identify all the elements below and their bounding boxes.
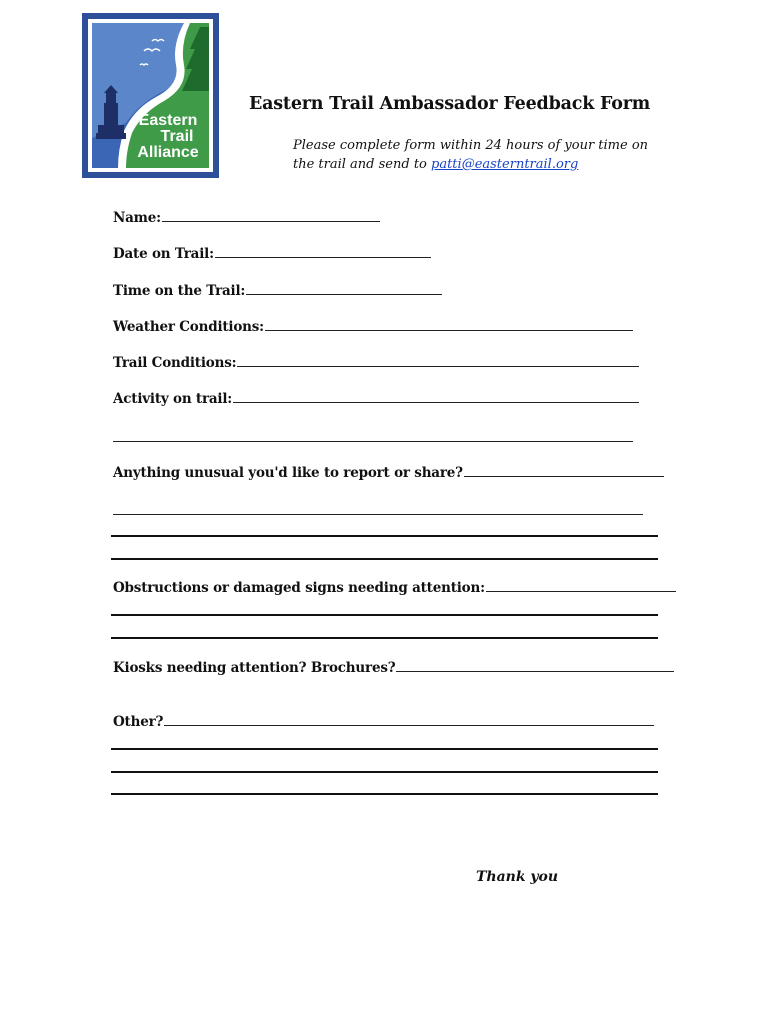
email-link[interactable]: patti@easterntrail.org <box>431 157 579 172</box>
form-instructions <box>293 136 673 174</box>
logo-text-line1: Eastern <box>138 112 198 129</box>
date-label: Date on Trail: <box>113 246 214 262</box>
date-line[interactable] <box>215 256 431 258</box>
instruction-text: Please complete form within 24 hours of your time on the trail and send to <box>293 138 649 172</box>
other-label: Other? <box>113 714 164 730</box>
obstructions-line[interactable] <box>486 590 676 592</box>
time-field[interactable] <box>113 283 442 299</box>
time-line[interactable] <box>246 293 442 295</box>
activity-line[interactable] <box>233 401 639 403</box>
trail-conditions-line[interactable] <box>237 365 639 367</box>
logo-text-line2: Trail <box>160 128 194 145</box>
obstructions-field[interactable] <box>113 580 676 596</box>
unusual-field[interactable] <box>113 465 664 481</box>
trail-conditions-label: Trail Conditions: <box>113 355 237 371</box>
thank-you-note: Thank you <box>476 869 559 885</box>
unusual-line[interactable] <box>464 475 664 477</box>
weather-label: Weather Conditions: <box>113 319 264 335</box>
obstructions-extra-line-2[interactable] <box>111 637 658 639</box>
other-extra-line-2[interactable] <box>111 771 658 773</box>
activity-field[interactable] <box>113 391 639 407</box>
name-label: Name: <box>113 210 161 226</box>
other-extra-line-1[interactable] <box>111 748 658 750</box>
kiosks-field[interactable] <box>113 660 674 676</box>
kiosks-line[interactable] <box>396 670 674 672</box>
name-field[interactable] <box>113 210 380 226</box>
weather-line[interactable] <box>265 329 633 331</box>
weather-field[interactable] <box>113 319 633 335</box>
obstructions-extra-line-1[interactable] <box>111 614 658 616</box>
form-title: Eastern Trail Ambassador Feedback Form <box>249 94 651 114</box>
other-line[interactable] <box>164 724 654 726</box>
other-field[interactable] <box>113 714 654 730</box>
unusual-extra-line-1[interactable] <box>113 514 643 515</box>
unusual-extra-line-2[interactable] <box>111 535 658 537</box>
unusual-label: Anything unusual you'd like to report or share? <box>113 465 463 481</box>
logo-text-line3: Alliance <box>137 144 199 161</box>
obstructions-label: Obstructions or damaged signs needing attention: <box>113 580 485 596</box>
activity-extra-line[interactable] <box>113 441 633 442</box>
unusual-extra-line-3[interactable] <box>111 558 658 560</box>
date-field[interactable] <box>113 246 431 262</box>
other-extra-line-3[interactable] <box>111 793 658 795</box>
eastern-trail-alliance-logo <box>82 13 219 178</box>
trail-conditions-field[interactable] <box>113 355 639 371</box>
name-line[interactable] <box>162 220 380 222</box>
kiosks-label: Kiosks needing attention? Brochures? <box>113 660 396 676</box>
time-label: Time on the Trail: <box>113 283 246 299</box>
activity-label: Activity on trail: <box>113 391 233 407</box>
